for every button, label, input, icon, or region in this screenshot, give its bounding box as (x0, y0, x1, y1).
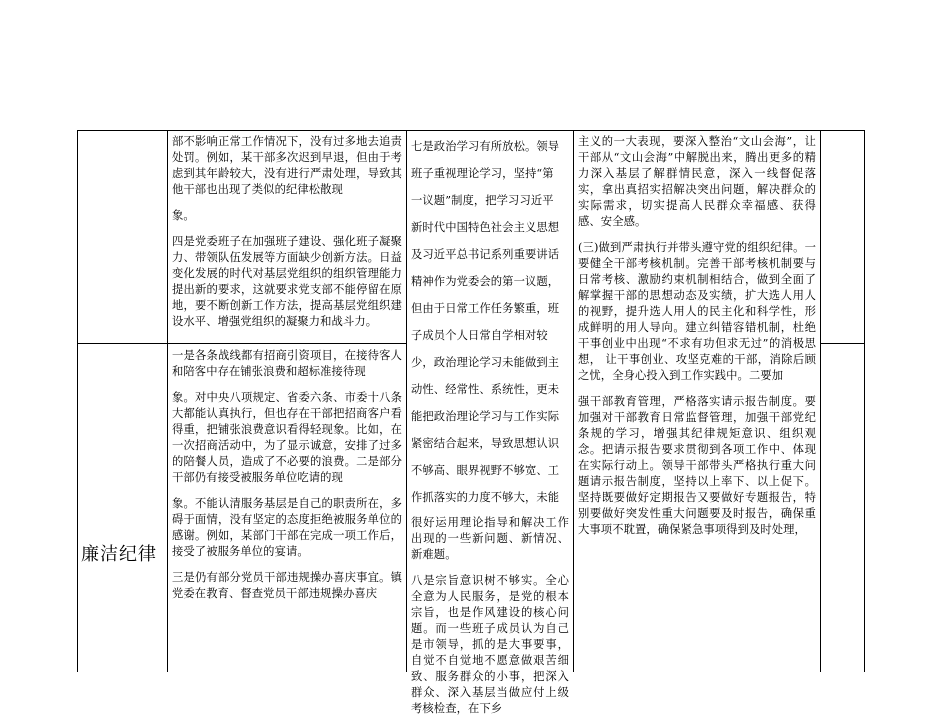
paragraph: 象。不能认清服务基层是自己的职责所在，多碍于面情，没有坚定的态度拒绝被服务单位的感谢。例如，某部门干部在完成一项工作后，接受了被服务单位的宴请。 (172, 497, 402, 558)
table-left-border (77, 130, 78, 672)
text-line: 班子重视理论学习，坚持“第 (411, 167, 554, 180)
paragraph: 部不影响正常工作情况下，没有过多地去追责处罚。例如，某干部多次迟到早退，但由于考虑到其年龄较大，没有进行严肃处理，导致其他干部也出现了类似的纪律松散现 (172, 135, 402, 196)
cell-middle (411, 133, 569, 715)
table-column-divider (406, 130, 407, 672)
table-top-border (77, 130, 864, 131)
paragraph: 一是各条战线都有招商引资项目，在接待客人和陪客中存在铺张浪费和超标准接待现 (172, 349, 402, 378)
table-column-divider (820, 130, 821, 672)
table-row-divider (77, 343, 406, 344)
paragraph: 三是仍有部分党员干部违规操办喜庆事宜。镇党委在教育、督查党员干部违规操办喜庆 (172, 571, 402, 600)
text-line: 新时代中国特色社会主义思想 (411, 221, 560, 234)
text-line: 不够高、眼界视野不够宽、工 (411, 464, 560, 477)
cell-left-upper (172, 134, 402, 340)
text-line: 能把政治理论学习与工作实际 (411, 410, 560, 423)
paragraph: 主义的一大表现，要深入整治“文山会海”，让干部从“文山会海”中解脱出来，腾出更多的精力深入基层了解群情民意，深入一线督促落实，拿出真招实招解决突出问题，解决群众的实际需求，切实提高人民群众幸福感、获得感、安全感。 (578, 135, 816, 228)
category-label: 廉洁纪律 (81, 544, 157, 565)
table-column-divider (573, 130, 574, 672)
table-column-divider (167, 130, 168, 672)
cell-left-lower (172, 348, 402, 672)
text-line: 少，政治理论学习未能做到主 (411, 356, 560, 369)
paragraph: (三)做到严肃执行并带头遵守党的组织纪律。一要健全干部考核机制。完善干部考核机制要与日常考核、激励约束机制相结合，做到全面了解掌握干部的思想动态及实绩，扩大选人用人的视野，提升选人用人的民主化和科学性，形成鲜明的用人导向。建立纠错容错机制，杜绝干事创业中出现“不求有功但求无过”的消极思想， 让干事创业、攻坚克难的干部，消除后顾 之忧，全身心投入到工作实践中。二要加 (578, 241, 816, 382)
text-line: 紧密结合起来，导致思想认识 (411, 437, 560, 450)
table-right-border (864, 130, 865, 672)
text-line: 七是政治学习有所放松。领导 (411, 140, 560, 153)
text-line: 及习近平总书记系列重要讲话 (411, 248, 560, 261)
paragraph: 象。 (172, 209, 195, 222)
cell-right (578, 134, 816, 672)
paragraph: 八是宗旨意识树不够实。全心全意为人民服务，是党的根本宗旨，也是作风建设的核心问题。而一些班子成员认为自己是市领导，抓的是大事要事， 自觉不自觉地不愿意做艰苦细 致、服务群众的小事，把深入 群众、深入基层当做应付上级 考核检查，在下乡 (411, 574, 569, 715)
text-line: 作抓落实的力度不够大，未能 (411, 491, 560, 504)
text-line: 动性、经常性、系统性，更未 (411, 383, 560, 396)
paragraph: 强干部教育管理，严格落实请示报告制度。要加强对干部教育日常监督管理，加强干部党纪条规的学习，增强其纪律规矩意识、组织观念。把请示报告要求贯彻到各项工作中、体现在实际行动上。领导干部带头严格执行重大问题请示报告制度，坚持以上率下、以上促下。坚持既要做好定期报告又要做好专题报告，特别要做好突发性重大问题要及时报告，确保重大事项不耽置，确保紧急事项得到及时处理， (578, 395, 816, 536)
paragraph: 很好运用理论指导和解决工作出现的一些新问题、新情况、新难题。 (411, 516, 569, 561)
text-line: 精神作为党委会的第一议题， (411, 275, 560, 288)
text-line: 一议题”制度，把学习习近平 (411, 194, 554, 207)
text-line: 子成员个人日常自学相对较 (411, 329, 548, 342)
text-line: 但由于日常工作任务繁重，班 (411, 302, 560, 315)
table-row-divider-right (820, 343, 864, 344)
paragraph: 四是党委班子在加强班子建设、强化班子凝聚力、带领队伍发展等方面缺少创新方法。日益变化发展的时代对基层党组织的组织管理能力提出新的要求，这就要求党支部不能停留在原地，要不断创新工作方法，提高基层党组织建设水平、增强党组织的凝聚力和战斗力。 (172, 235, 402, 328)
paragraph: 象。对中央八项规定、省委六条、市委十八条大都能认真执行，但也存在干部把招商客户看得重，把铺张浪费意识看得轻现象。比如，在一次招商活动中，为了显示诚意，安排了过多的陪餐人员，造成了不必要的浪费。二是部分干部仍有接受被服务单位吃请的现 (172, 391, 402, 484)
